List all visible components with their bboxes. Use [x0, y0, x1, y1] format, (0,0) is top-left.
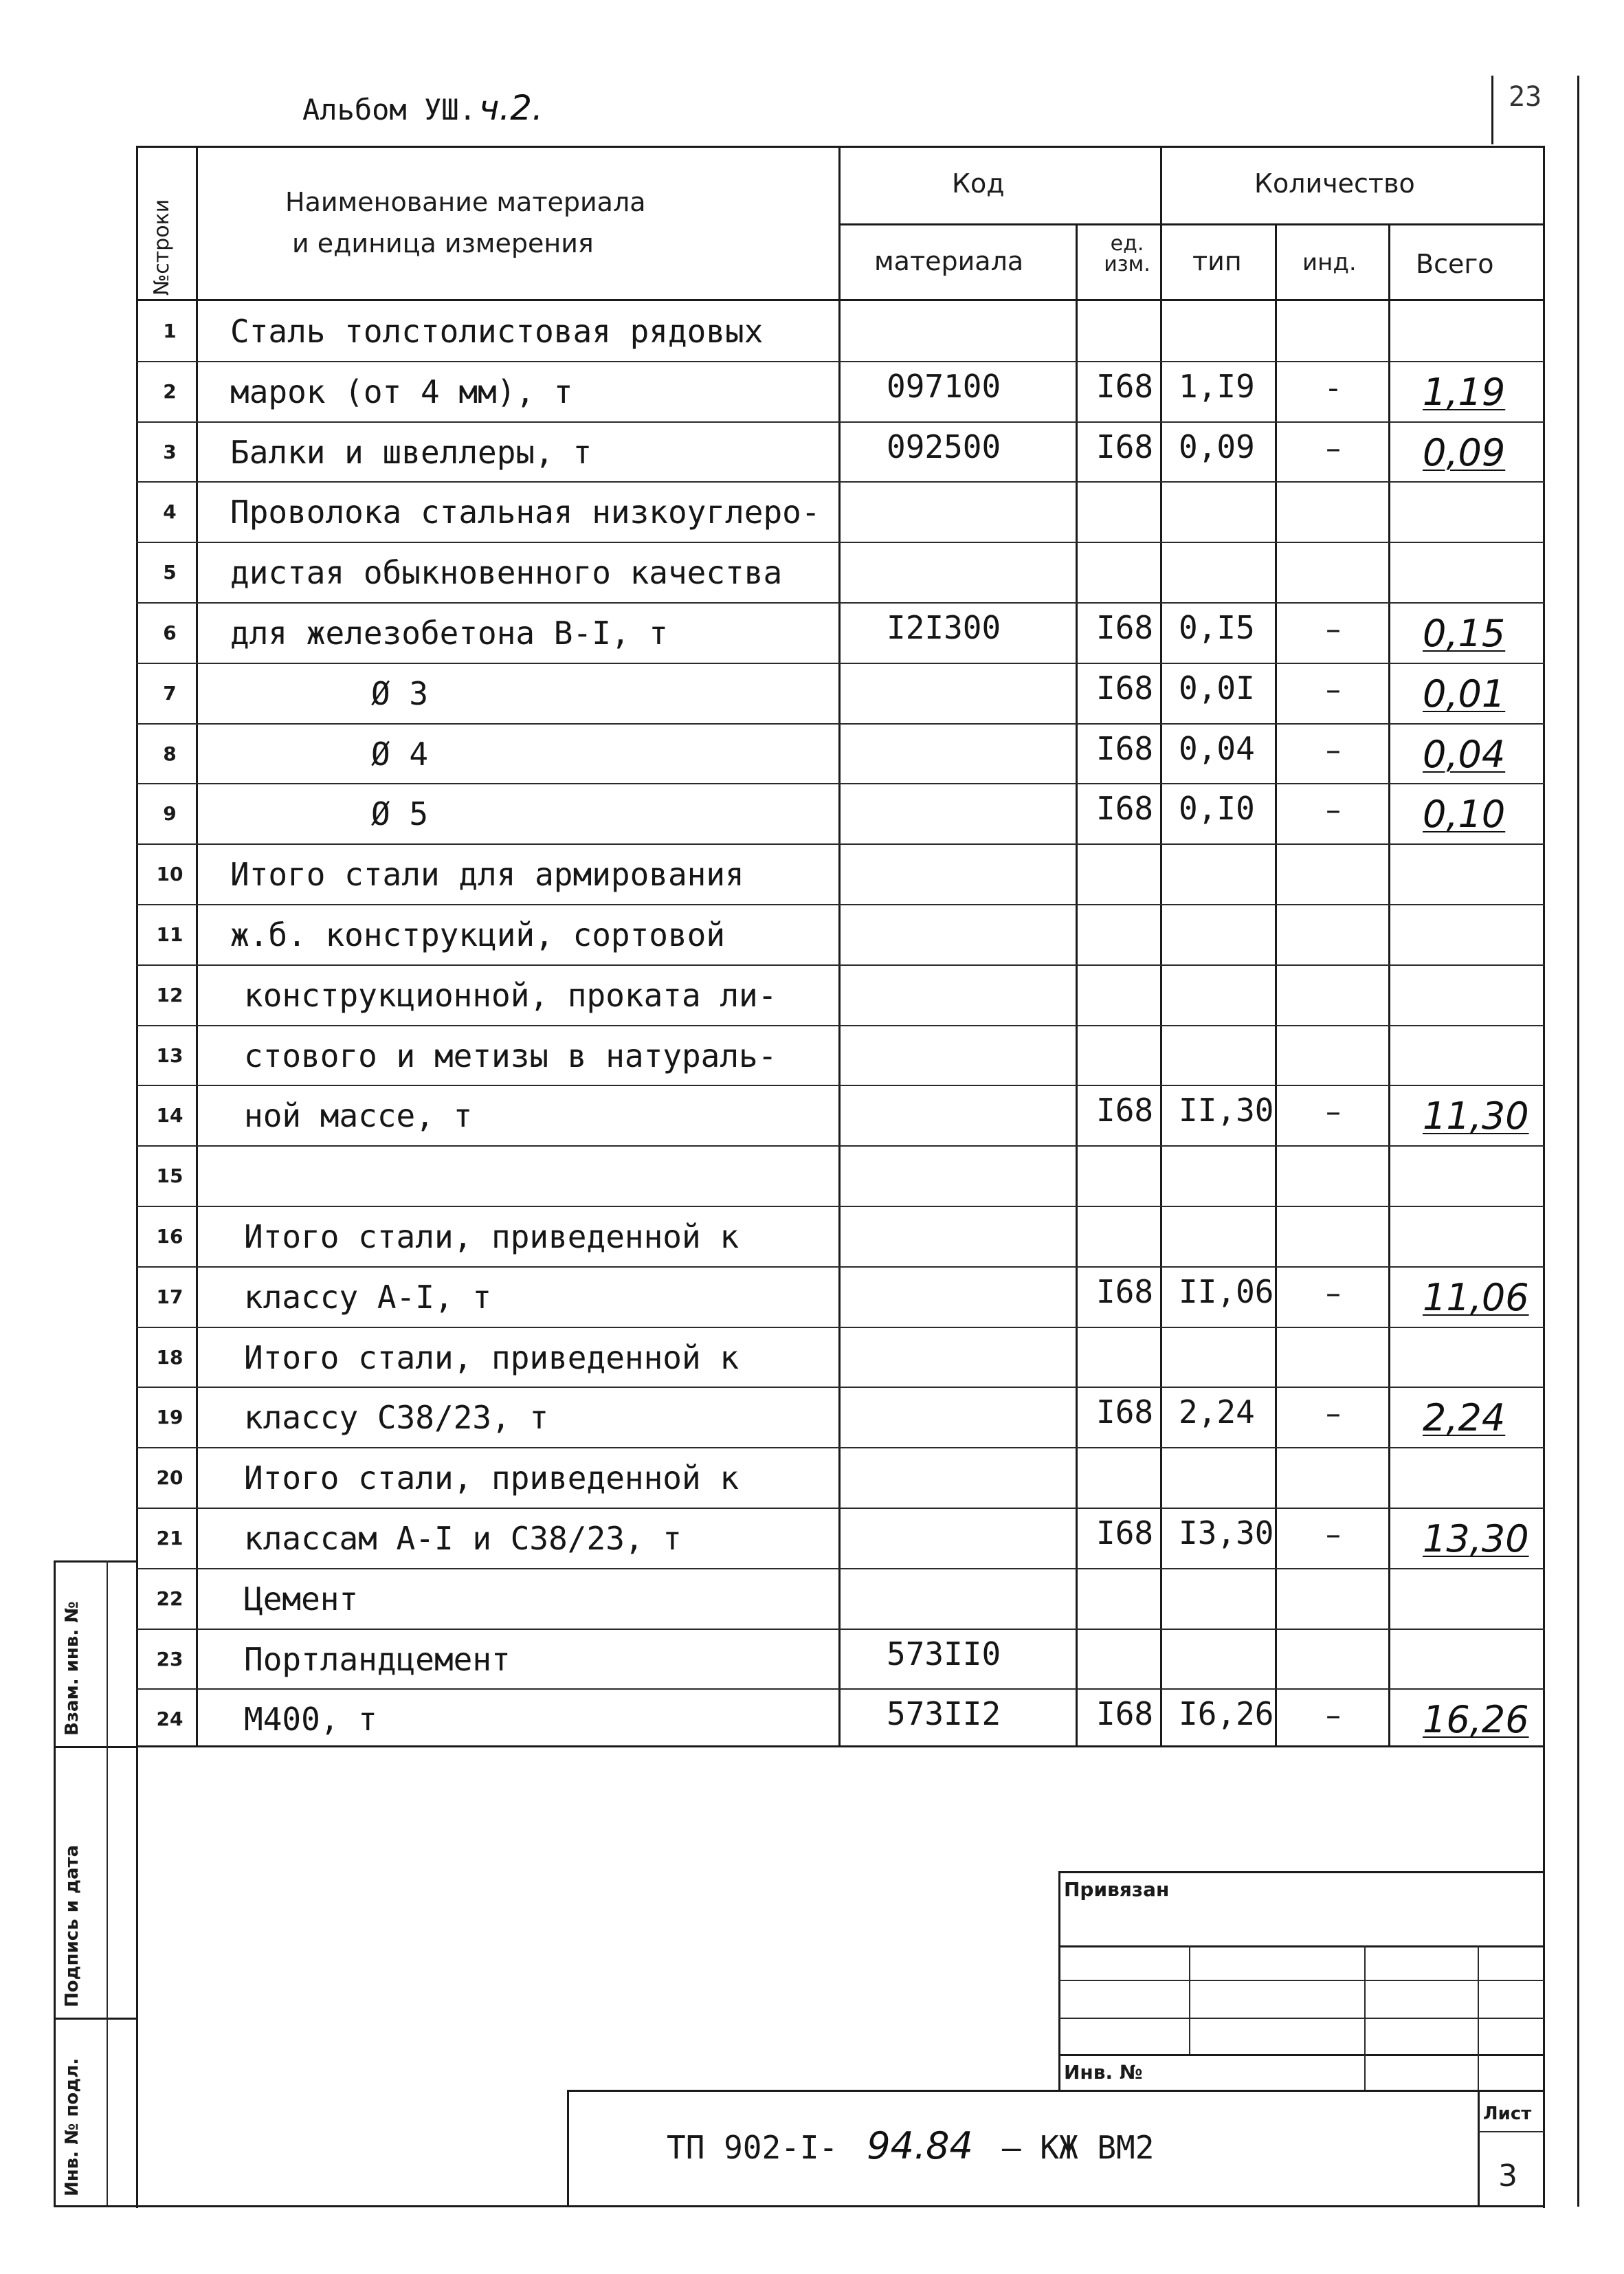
- row-divider: [136, 723, 1545, 725]
- row-number: 12: [156, 983, 183, 1006]
- material-name: классам А-I и С38/23, т: [244, 1520, 682, 1557]
- row-number: 6: [163, 621, 177, 644]
- qty-total: 11,06: [1423, 1275, 1529, 1319]
- material-name: Ø 5: [371, 795, 429, 833]
- side-strip-div1: [54, 1746, 136, 1748]
- qty-total: 0,10: [1423, 793, 1506, 837]
- qty-type: 0,I0: [1179, 790, 1255, 828]
- qty-ind: –: [1326, 672, 1341, 707]
- qty-ind: –: [1326, 1275, 1341, 1311]
- lower-frame-bottom: [54, 2205, 1545, 2207]
- qty-ind: –: [1326, 793, 1341, 828]
- row-divider: [136, 1508, 1545, 1509]
- row-number: 17: [156, 1285, 183, 1308]
- unit-code: I68: [1096, 609, 1154, 646]
- row-number: 8: [163, 742, 177, 765]
- qty-ind: –: [1326, 1517, 1341, 1552]
- row-number: 24: [156, 1708, 183, 1731]
- qty-type: 0,04: [1179, 729, 1255, 767]
- side-strip-div2: [54, 2018, 136, 2020]
- row-number: 23: [156, 1647, 183, 1670]
- row-divider: [136, 1629, 1545, 1630]
- qty-total: 1,19: [1423, 370, 1506, 414]
- header-code-material: материала: [874, 246, 1024, 276]
- qty-ind: –: [1326, 1396, 1341, 1432]
- qty-type: I3,30: [1179, 1514, 1274, 1552]
- header-qty-ind: инд.: [1302, 249, 1357, 276]
- row-divider: [136, 1688, 1545, 1690]
- row-divider: [136, 783, 1545, 784]
- album-label: Альбом УШ.: [302, 93, 476, 126]
- qty-ind: –: [1326, 430, 1341, 466]
- header-qty-type: тип: [1192, 246, 1242, 276]
- material-name: Проволока стальная низкоуглеро-: [230, 494, 821, 531]
- row-divider: [136, 542, 1545, 543]
- row-number: 20: [156, 1466, 183, 1490]
- row-number: 18: [156, 1345, 183, 1369]
- qty-type: II,06: [1179, 1272, 1274, 1310]
- row-number: 2: [163, 379, 177, 403]
- unit-code: I68: [1096, 1393, 1154, 1431]
- material-name: дистая обыкновенного качества: [230, 554, 783, 592]
- row-divider: [136, 1206, 1545, 1207]
- lower-frame-right: [1543, 1747, 1545, 2208]
- unit-code: I68: [1096, 1695, 1154, 1733]
- title-block-list-col: [1478, 2090, 1480, 2207]
- stamp-row3: [1058, 2018, 1545, 2019]
- material-name: Ø 3: [371, 674, 429, 712]
- row-number: 11: [156, 923, 183, 946]
- side-strip-top: [54, 1560, 136, 1563]
- qty-type: 0,I5: [1179, 609, 1255, 646]
- row-number: 19: [156, 1406, 183, 1429]
- row-number: 14: [156, 1104, 183, 1127]
- side-strip-inner: [107, 1560, 108, 2207]
- sheet-number: 3: [1498, 2159, 1517, 2194]
- material-name: стового и метизы в натураль-: [244, 1037, 777, 1074]
- header-name-line1: Наименование материала: [285, 187, 646, 217]
- row-divider: [136, 843, 1545, 845]
- qty-type: 1,I9: [1179, 367, 1255, 405]
- sheet-label: Лист: [1483, 2104, 1532, 2124]
- qty-type: II,30: [1179, 1092, 1274, 1129]
- qty-total: 2,24: [1423, 1396, 1506, 1440]
- row-divider: [136, 481, 1545, 483]
- row-number: 1: [163, 320, 177, 342]
- row-number: 22: [156, 1587, 183, 1610]
- material-name: классу С38/23, т: [244, 1399, 549, 1437]
- album-title: [302, 88, 543, 128]
- material-code: 573II2: [887, 1695, 1001, 1733]
- page-number-divider: [1491, 76, 1493, 144]
- material-name: Итого стали для армирования: [230, 856, 744, 894]
- side-label-podpis: Подпись и дата: [62, 1844, 82, 2007]
- stamp-privyazan: Привязан: [1064, 1878, 1170, 1901]
- qty-ind: –: [1326, 1094, 1341, 1130]
- material-name: ной массе, т: [244, 1097, 473, 1135]
- qty-type: 2,24: [1179, 1393, 1255, 1431]
- material-name: марок (от 4 мм), т: [230, 373, 573, 410]
- header-code-group: Код: [952, 168, 1005, 199]
- header-qty-total: Всего: [1416, 249, 1494, 279]
- qty-total: 0,09: [1423, 430, 1506, 474]
- material-name: для железобетона В-I, т: [230, 615, 668, 652]
- row-number: 7: [163, 681, 177, 705]
- stamp-col3: [1478, 1945, 1479, 2090]
- material-name: Сталь толстолистовая рядовых: [230, 313, 764, 350]
- unit-code: I68: [1096, 1514, 1154, 1552]
- header-code-unit: [1093, 234, 1161, 275]
- row-divider: [136, 1025, 1545, 1026]
- qty-total: 0,01: [1423, 672, 1506, 716]
- row-number: 3: [163, 440, 177, 463]
- row-number: 15: [156, 1164, 183, 1188]
- material-name: Итого стали, приведенной к: [244, 1459, 739, 1497]
- header-unit-line1: ед.: [1110, 232, 1144, 256]
- row-divider: [136, 361, 1545, 362]
- lower-frame-left: [136, 1747, 138, 2208]
- album-part-handwritten: ч.2.: [478, 88, 544, 128]
- row-number: 16: [156, 1225, 183, 1248]
- qty-ind: –: [1326, 1698, 1341, 1734]
- material-name: М400, т: [244, 1701, 377, 1738]
- material-name: классу А-I, т: [244, 1278, 492, 1316]
- material-code: 573II0: [887, 1635, 1001, 1673]
- stamp-inv-no: Инв. №: [1064, 2061, 1143, 2084]
- right-edge-line: [1577, 76, 1579, 2207]
- material-code: I2I300: [887, 609, 1001, 646]
- stamp-row1: [1058, 1945, 1545, 1947]
- material-name: Балки и швеллеры, т: [230, 433, 592, 471]
- material-name: Портландцемент: [244, 1640, 511, 1678]
- material-name: Ø 4: [371, 735, 429, 773]
- stamp-row2: [1058, 1980, 1545, 1981]
- row-divider: [136, 904, 1545, 905]
- qty-total: 11,30: [1423, 1094, 1529, 1138]
- material-code: 092500: [887, 428, 1001, 465]
- qty-total: 16,26: [1423, 1698, 1529, 1742]
- stamp-col1: [1189, 1945, 1190, 2054]
- row-divider: [136, 1447, 1545, 1448]
- material-name: ж.б. конструкций, сортовой: [230, 916, 726, 953]
- header-name-line2: и единица измерения: [292, 228, 594, 258]
- stamp-col2: [1364, 1945, 1366, 2090]
- doc-prefix: ТП 902-I-: [667, 2129, 838, 2166]
- side-label-inv-podl: Инв. № подл.: [62, 2057, 82, 2196]
- row-number: 21: [156, 1527, 183, 1549]
- header-row-no: №строки: [150, 199, 174, 296]
- row-divider: [136, 421, 1545, 423]
- unit-code: I68: [1096, 729, 1154, 767]
- stamp-left: [1058, 1871, 1060, 2091]
- row-number: 4: [163, 500, 177, 524]
- material-name: Итого стали, приведенной к: [244, 1338, 739, 1376]
- doc-suffix: – КЖ ВМ2: [1001, 2129, 1155, 2166]
- material-name: Итого стали, приведенной к: [244, 1218, 739, 1255]
- unit-code: I68: [1096, 1272, 1154, 1310]
- row-number: 10: [156, 863, 183, 886]
- row-divider: [136, 1085, 1545, 1086]
- row-divider: [136, 1568, 1545, 1569]
- unit-code: I68: [1096, 367, 1154, 405]
- qty-total: 13,30: [1423, 1517, 1529, 1560]
- side-label-vzam: Взам. инв. №: [62, 1601, 82, 1736]
- page-number: 23: [1509, 81, 1542, 113]
- header-qty-group: Количество: [1254, 168, 1415, 199]
- table-row: [136, 1145, 1545, 1206]
- qty-ind: –: [1326, 732, 1341, 768]
- qty-total: 0,04: [1423, 732, 1506, 776]
- unit-code: I68: [1096, 1092, 1154, 1129]
- title-block-list-div: [1478, 2131, 1545, 2132]
- header-subrow-line: [838, 223, 1545, 225]
- unit-code: I68: [1096, 790, 1154, 828]
- qty-type: 0,0I: [1179, 669, 1255, 707]
- document-designation: [667, 2124, 1154, 2167]
- row-divider: [136, 964, 1545, 966]
- stamp-top: [1058, 1871, 1545, 1873]
- side-strip-left: [54, 1560, 56, 2207]
- row-number: 5: [163, 561, 177, 584]
- doc-number-handwritten: 94.84: [867, 2124, 973, 2167]
- stamp-row4: [1058, 2054, 1545, 2056]
- row-number: 9: [163, 802, 177, 826]
- row-number: 13: [156, 1044, 183, 1067]
- header-unit-line2: изм.: [1104, 252, 1150, 276]
- title-block-top: [567, 2090, 1545, 2092]
- qty-type: 0,09: [1179, 428, 1255, 465]
- qty-ind: -: [1328, 370, 1339, 406]
- unit-code: I68: [1096, 428, 1154, 465]
- qty-ind: –: [1326, 612, 1341, 647]
- row-divider: [136, 1387, 1545, 1388]
- title-block-left: [567, 2090, 569, 2207]
- material-name: конструкционной, проката ли-: [244, 976, 777, 1014]
- row-divider: [136, 1145, 1545, 1147]
- qty-total: 0,15: [1423, 612, 1506, 655]
- row-divider: [136, 663, 1545, 664]
- material-code: 097100: [887, 367, 1001, 405]
- material-name: Цемент: [244, 1580, 359, 1618]
- qty-type: I6,26: [1179, 1695, 1274, 1733]
- row-divider: [136, 602, 1545, 604]
- row-divider: [136, 1327, 1545, 1328]
- row-divider: [136, 1266, 1545, 1268]
- unit-code: I68: [1096, 669, 1154, 707]
